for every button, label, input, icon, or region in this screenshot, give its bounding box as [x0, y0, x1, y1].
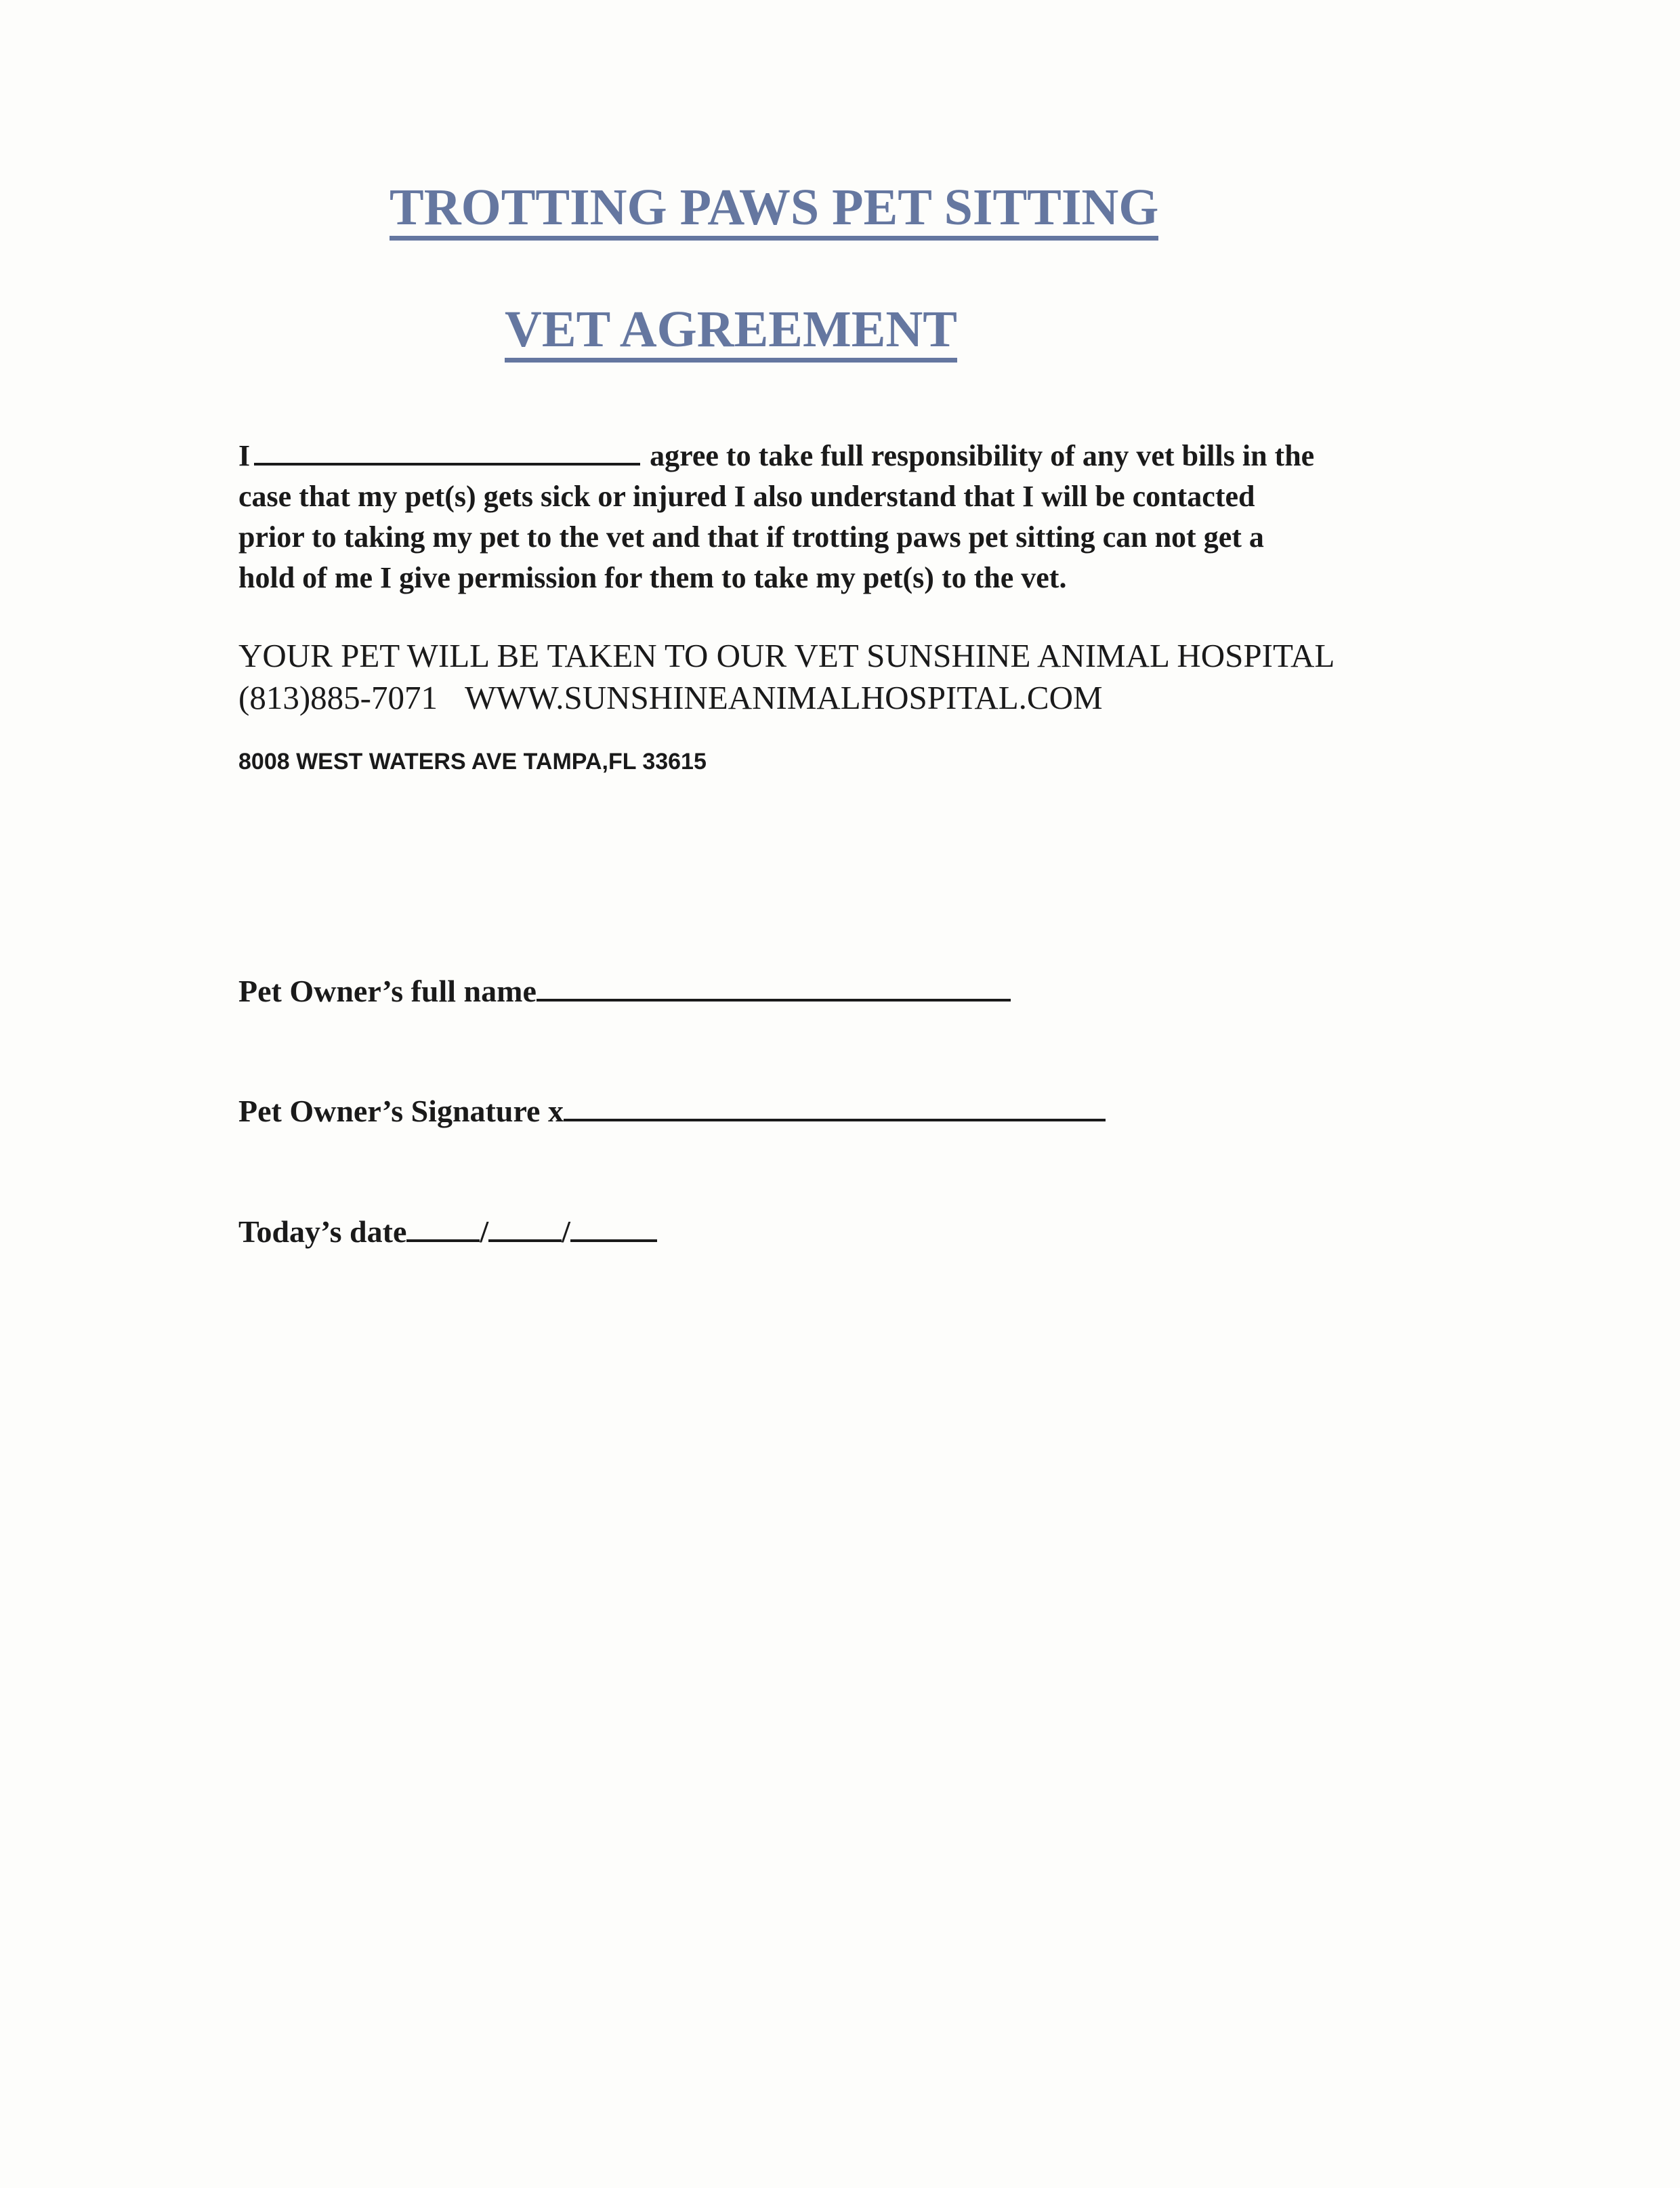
date-separator-1: / [480, 1214, 489, 1249]
vet-phone: (813)885-7071 [238, 679, 438, 716]
agreement-line-1 [238, 436, 1471, 476]
date-year-blank[interactable] [570, 1239, 657, 1242]
signature-label: Pet Owner’s Signature x [238, 1094, 564, 1128]
agreement-prefix: I [238, 439, 251, 472]
vet-info-line: YOUR PET WILL BE TAKEN TO OUR VET SUNSHINE ANIMAL HOSPITAL [238, 637, 1335, 674]
signature-blank[interactable] [564, 1118, 1106, 1121]
document-title: TROTTING PAWS PET SITTING [390, 182, 1158, 241]
vet-website: WWW.SUNSHINEANIMALHOSPITAL.COM [464, 679, 1103, 716]
date-separator-2: / [562, 1214, 570, 1249]
document-subtitle: VET AGREEMENT [505, 304, 957, 363]
agreement-line-3: prior to taking my pet to the vet and that if trotting paws pet sitting can not get a [238, 520, 1264, 554]
date-field [238, 1213, 657, 1251]
full-name-blank[interactable] [537, 998, 1011, 1002]
vet-contact-line [238, 677, 1335, 719]
agreement-line-2: case that my pet(s) gets sick or injured I also understand that I will be contacted [238, 480, 1255, 513]
agreement-line-1-text: agree to take full responsibility of any vet bills in the [650, 439, 1315, 472]
signature-field [238, 1092, 1106, 1130]
vet-info [238, 635, 1335, 719]
vet-address: 8008 WEST WATERS AVE TAMPA,FL 33615 [238, 749, 707, 775]
date-month-blank[interactable] [406, 1239, 480, 1242]
full-name-label: Pet Owner’s full name [238, 974, 537, 1008]
owner-name-blank[interactable] [254, 462, 640, 466]
date-day-blank[interactable] [488, 1239, 562, 1242]
date-label: Today’s date [238, 1214, 407, 1249]
agreement-line-4: hold of me I give permission for them to take my pet(s) to the vet. [238, 561, 1067, 594]
full-name-field [238, 972, 1011, 1010]
agreement-paragraph [238, 436, 1471, 598]
